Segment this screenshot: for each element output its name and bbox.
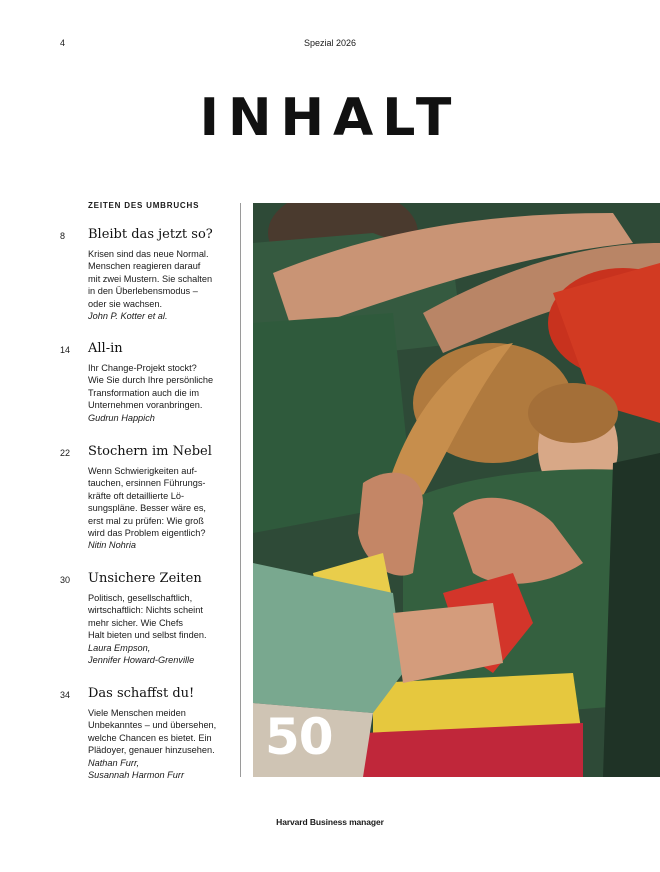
- photo-page-number: 50: [265, 708, 333, 766]
- toc-headline[interactable]: Stochern im Nebel: [88, 444, 212, 459]
- toc-page-number: 22: [60, 448, 71, 458]
- toc-page-number: 14: [60, 345, 71, 355]
- toc-headline[interactable]: Das schaffst du!: [88, 686, 195, 701]
- brand-logo: Harvard Business manager: [276, 817, 384, 827]
- toc-page-number: 30: [60, 575, 71, 585]
- toc-author: Laura Empson,: [88, 642, 151, 653]
- toc-author: Nathan Furr,: [88, 757, 140, 768]
- toc-entry[interactable]: [60, 443, 235, 552]
- toc-teaser: Ihr Change-Projekt stockt? Wie Sie durch Ihre persönliche Transformation auch die im Unternehmen voranbringen.: [88, 363, 214, 411]
- feature-photo-illustration: [253, 203, 660, 777]
- toc-author: Nitin Nohria: [88, 540, 136, 551]
- toc-teaser: Krisen sind das neue Normal. Menschen reagieren darauf mit zwei Mustern. Sie schalten in den Überlebensmodus – oder sie wachsen.: [88, 249, 213, 309]
- toc-entry[interactable]: [60, 340, 235, 424]
- toc-headline[interactable]: All-in: [88, 341, 123, 356]
- toc-teaser: Viele Menschen meiden Unbekanntes – und übersehen, welche Chancen es bietet. Ein Plädoyer, genauer hinzusehen.: [88, 708, 217, 756]
- feature-photo[interactable]: [253, 203, 660, 777]
- page-title: INHALT: [199, 88, 461, 148]
- toc-entry[interactable]: [60, 570, 235, 666]
- toc-teaser: Politisch, gesellschaftlich, wirtschaftlich: Nichts scheint mehr sicher. Wie Chefs Halt bieten und selbst finden.: [88, 593, 207, 641]
- toc-teaser: Wenn Schwierigkeiten auf- tauchen, ersinnen Führungs- kräfte oft detaillierte Lö- sungspläne. Besser wäre es, erst mal zu prüfen: Wie groß wird das Problem eigentlich?: [88, 466, 206, 539]
- toc-headline[interactable]: Unsichere Zeiten: [88, 571, 202, 586]
- toc-author: Jennifer Howard-Grenville: [88, 655, 195, 666]
- page-number: 4: [60, 38, 66, 48]
- section-label: ZEITEN DES UMBRUCHS: [88, 201, 200, 210]
- toc-entry[interactable]: [60, 226, 235, 322]
- toc-page-number: 8: [60, 231, 66, 241]
- toc-page-number: 34: [60, 690, 71, 700]
- toc-author: John P. Kotter et al.: [88, 311, 168, 322]
- issue-label: Spezial 2026: [303, 38, 357, 48]
- toc-headline[interactable]: Bleibt das jetzt so?: [88, 227, 213, 242]
- toc-author: Susannah Harmon Furr: [88, 770, 185, 781]
- toc-author: Gudrun Happich: [88, 412, 155, 423]
- column-divider: [240, 203, 241, 777]
- toc-entry[interactable]: [60, 685, 235, 781]
